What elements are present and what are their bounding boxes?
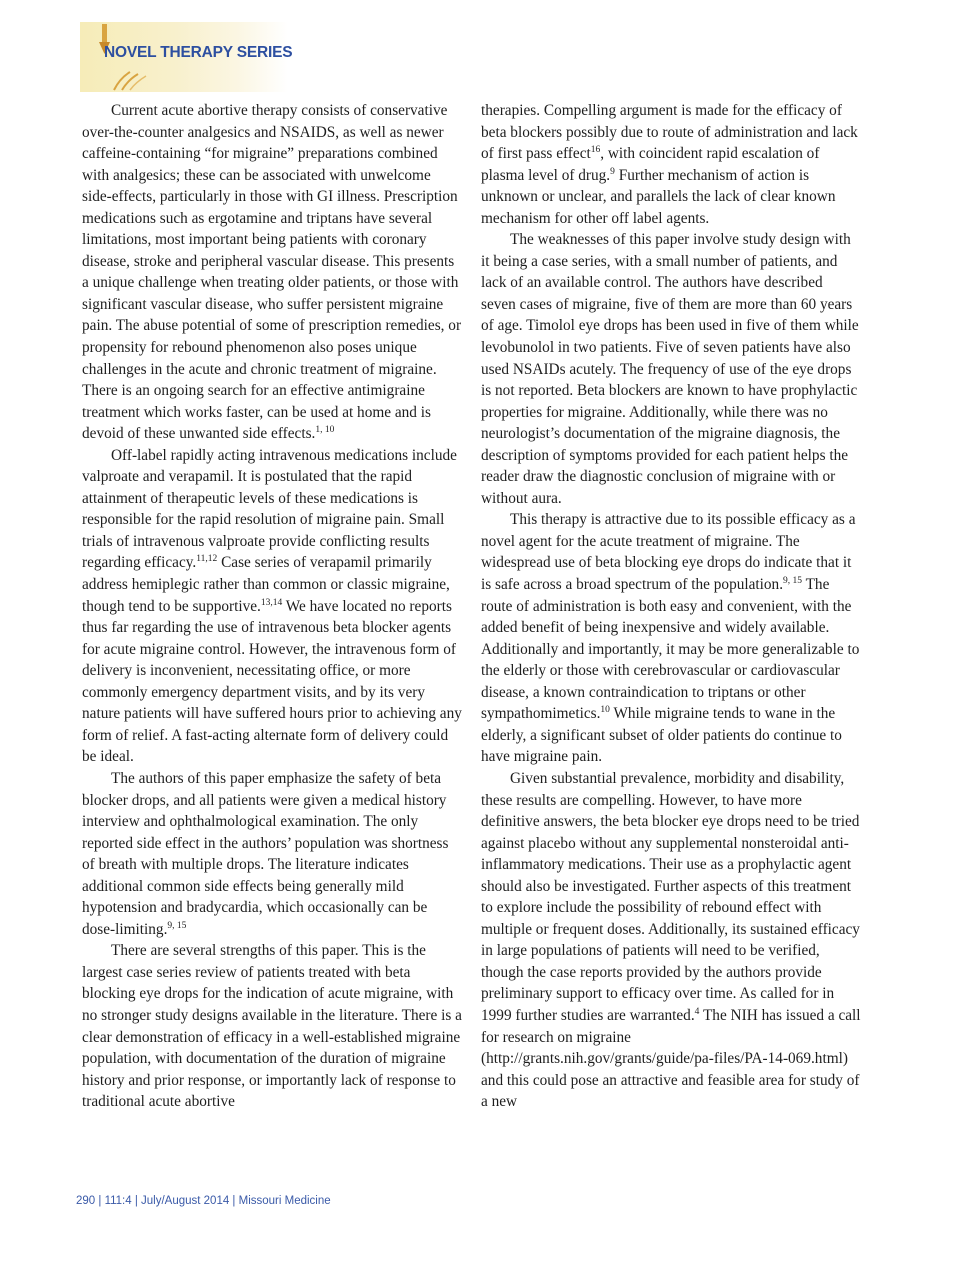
paragraph — [82, 940, 462, 1112]
paragraph-text: , with coincident rapid escalation of plasma level of drug. — [481, 145, 820, 184]
paragraph-text: therapies. Compelling argument is made for the efficacy of beta blockers possibly due to route of administration and lack of first pass effect — [481, 102, 858, 163]
citation: 4 — [694, 1006, 700, 1017]
page-footer: 290 | 111:4 | July/August 2014 | Missouri Medicine — [76, 1195, 331, 1207]
citation: 13,14 — [260, 597, 283, 608]
citation: 10 — [600, 705, 610, 716]
citation: 11,12 — [196, 554, 218, 565]
paragraph-text: While migraine tends to wane in the elderly, a significant subset of older patients do continue to have migraine pain. — [481, 705, 842, 766]
paragraph-text: The weaknesses of this paper involve study design with it being a case series, with a small number of patients, and lack of an available control. The authors have described seven cases of migraine, five of them are more than 60 years of age. Timolol eye drops has been used in five of them while levobunolol in two patients. Five of seven patients have also used NSAIDs acutely. The frequency of use of the eye drops is not reported. Beta blockers are known to have prophylactic properties for migraine. Additionally, while there was no neurologist’s documentation of the migraine diagnosis, the description of symptoms provided for each patient helps the reader draw the diagnostic conclusion of migraine with or without aura. — [481, 231, 859, 507]
paragraph — [481, 509, 861, 768]
paragraph-text: Off-label rapidly acting intravenous medications include valproate and verapamil. It is postulated that the rapid attainment of therapeutic levels of these medications is responsible for the rapid resolution of migraine pain. Small trials of intravenous valproate provide conflicting results regarding efficacy. — [82, 446, 457, 572]
right-column — [481, 100, 861, 1113]
series-title: NOVEL THERAPY SERIES — [104, 44, 293, 61]
paragraph-text: The authors of this paper emphasize the safety of beta blocker drops, and all patients were given a medical history interview and ophthalmological examination. The only reported side effect in the authors’ population was shortness of breath with multiple drops. The literature indicates additional common side effects being generally mild hypotension and bradycardia, which occasionally can be dose-limiting. — [82, 769, 449, 938]
paragraph — [82, 768, 462, 940]
paragraph-text: This therapy is attractive due to its possible efficacy as a novel agent for the acute treatment of migraine. The widespread use of beta blocking eye drops do indicate that it is safe across a broad spectrum of the population. — [481, 511, 856, 594]
paragraph-text: Current acute abortive therapy consists of conservative over-the-counter analgesics and NSAIDS, as well as newer caffeine-containing “for migraine” preparations combined with analgesics; these can be associated with unwelcome side-effects, particularly in those with GI illness. Prescription medications such as ergotamine and triptans have several limitations, most important being patients with coronary disease, stroke and peripheral vascular disease. This presents a unique challenge when treating older patients, or those with significant vascular disease, who suffer persistent migraine pain. The abuse potential of some of prescription remedies, or propensity for rebound phenomenon also poses unique challenges in the acute and chronic treatment of migraine. There is an ongoing search for an effective antimigraine treatment which works faster, can be used at home and is devoid of these unwanted side effects. — [82, 102, 462, 443]
paragraph — [82, 445, 462, 768]
left-column — [82, 100, 462, 1113]
paragraph-text: The route of administration is both easy and convenient, with the added benefit of being inexpensive and widely available. Additionally and importantly, it may be more generalizable to the elderly or those with cerebrovascular or cardiovascular disease, a known contraindication to triptans or other sympathomimetics. — [481, 576, 860, 723]
paragraph — [481, 229, 861, 509]
series-logo — [80, 22, 293, 92]
paragraph-text: We have located no reports thus far regarding the use of intravenous beta blocker agents for acute migraine control. However, the intravenous form of delivery is inconvenient, necessitating office, or more commonly emergency department visits, and by its very nature patients will have suffered hours prior to achieving any form of relief. A fast-acting alternate form of delivery could be ideal. — [82, 597, 462, 766]
citation: 1, 10 — [315, 425, 335, 436]
paragraph — [481, 768, 861, 1113]
citation: 9, 15 — [783, 576, 803, 587]
paragraph-text: The NIH has issued a call for research on migraine (http://grants.nih.gov/grants/guide/pa-files/PA-14-069.html) and this could pose an attractive and feasible area for study of a new — [481, 1006, 861, 1111]
citation: 9, 15 — [167, 920, 187, 931]
paragraph-text: Given substantial prevalence, morbidity and disability, these results are compelling. However, to have more definitive answers, the beta blocker eye drops need to be tried against placebo without any supplemental nonsteroidal anti-inflammatory medications. Their use as a prophylactic agent should also be investigated. Further aspects of this treatment to explore include the possibility of rebound effect with multiple or frequent doses. Additionally, its sustained efficacy in large populations of patients will need to be verified, though the case reports provided by the authors provide preliminary support to efficacy over time. As called for in 1999 further studies are warranted. — [481, 769, 860, 1024]
paragraph — [82, 100, 462, 445]
citation: 9 — [610, 166, 615, 177]
paragraph — [481, 100, 861, 229]
paragraph-text: There are several strengths of this paper. This is the largest case series review of patients treated with beta blocking eye drops for the indication of acute migraine, with no stronger study designs available in the literature. There is a clear demonstration of efficacy in a well-established migraine population, with documentation of the duration of migraine history and prior response, or importantly lack of response to traditional acute abortive — [82, 942, 462, 1111]
paragraph-text: Case series of verapamil primarily address hemiplegic rather than common or classic migraine, though tend to be supportive. — [82, 554, 450, 615]
paragraph-text: Further mechanism of action is unknown or unclear, and parallels the lack of clear known mechanism for other off label agents. — [481, 166, 836, 227]
citation: 16 — [590, 145, 601, 156]
